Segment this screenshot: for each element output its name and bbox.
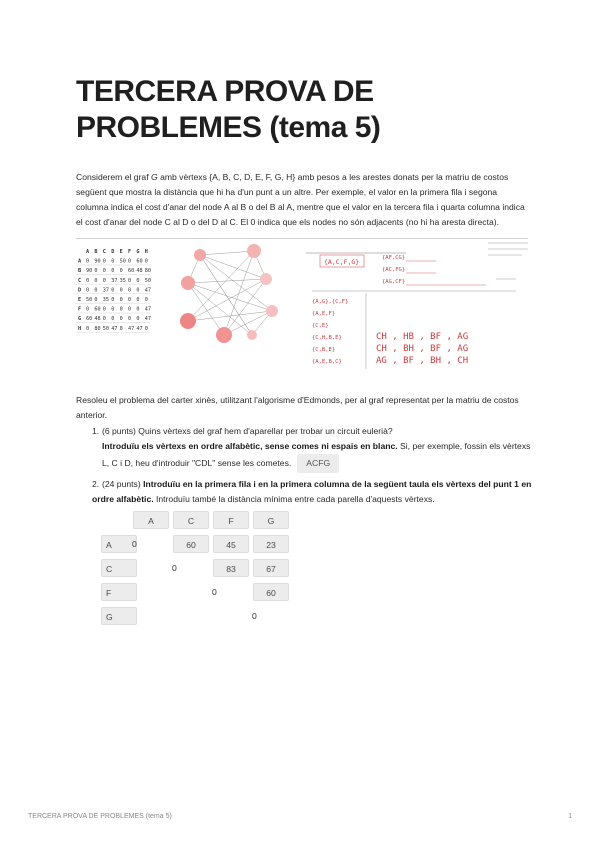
answer-field-q1[interactable]: ACFG (297, 454, 339, 473)
cell-c-g[interactable]: 67 (253, 559, 289, 577)
matrix-cell: 0 (94, 297, 98, 303)
solution-notes (306, 243, 528, 369)
col-header-2[interactable]: C (173, 511, 209, 529)
matrix-cell: 0 (119, 306, 123, 313)
row-header-1[interactable]: A (101, 535, 137, 553)
matrix-cell: 47 (111, 325, 118, 332)
matrix-cell: 90 (94, 258, 101, 265)
question-2: 2. (24 punts) Introduïu en la primera fila i en la primera columna de la següent taula els vèrtexs del punt 1 en ordre alfabètic. Introduïu també la distància mínima entre cada parella d'aquests vèrtexs. (92, 479, 532, 504)
matrix-col-header: B (94, 249, 98, 255)
page-title: TERCERA PROVA DE PROBLEMES (tema 5) (76, 75, 381, 144)
matrix-cell: 0 (136, 306, 140, 313)
matrix-cell: 0 (119, 297, 123, 303)
matrix-cell: 0 (102, 258, 106, 265)
matrix-cell: 0 (86, 325, 90, 332)
svg-text:{C,H,B,E}: {C,H,B,E} (312, 335, 342, 341)
svg-text:{AF,CG}: {AF,CG} (382, 255, 406, 261)
matrix-cell: 60 (86, 316, 93, 323)
matrix-col-header: H (144, 249, 148, 255)
pairing-option-3: AG , BF , BH , CH (376, 356, 469, 366)
matrix-cell: 60 (136, 258, 143, 265)
matrix-cell: 0 (86, 258, 90, 265)
footer-title: TERCERA PROVA DE PROBLEMES (tema 5) (28, 813, 172, 820)
matrix-cell: 0 (102, 306, 106, 313)
col-header-3[interactable]: F (213, 511, 249, 529)
matrix-cell: 0 (128, 277, 132, 284)
matrix-cell: 0 (144, 258, 148, 265)
matrix-row-header: A (78, 258, 82, 265)
row-header-3[interactable]: F (101, 583, 137, 601)
question-1: 1. (6 punts) Quins vèrtexs del graf hem d'aparellar per trobar un circuit eulerià? Introduïu els vèrtexs en ordre alfabètic, sense comes ni espais en blanc. Si, per exemple, fossin els vèrtexs L, C i D, heu d'introduir "CDL" sense les cometes. ACFG (92, 424, 532, 473)
figure-canvas (76, 239, 528, 374)
matrix-cell: 0 (136, 316, 140, 323)
matrix-cell: 0 (111, 287, 115, 294)
matrix-cell: 50 (86, 297, 93, 303)
col-header-4[interactable]: G (253, 511, 289, 529)
matrix-cell: 0 (111, 297, 115, 303)
matrix-cell: 0 (111, 268, 115, 275)
matrix-cell: 80 (144, 268, 152, 275)
matrix-cell: 37 (102, 287, 110, 294)
pairing-option-1: CH , HB , BF , AG (376, 332, 469, 342)
matrix-cell: 48 (136, 268, 143, 275)
matrix-col-header: F (128, 249, 132, 255)
matrix-cell: 35 (102, 297, 110, 303)
matrix-row-header: C (78, 277, 82, 284)
matrix-cell: 80 (94, 325, 101, 332)
graph-symbol: G (151, 172, 158, 182)
matrix-cell: 47 (144, 287, 152, 294)
diag-c: 0 (172, 563, 177, 573)
matrix-cell: 0 (102, 268, 106, 275)
matrix-cell: 0 (94, 287, 98, 294)
svg-text:{AC,FG}: {AC,FG} (382, 267, 406, 273)
matrix-cell: 0 (136, 297, 140, 303)
matrix-cell: 0 (136, 287, 140, 294)
matrix-cell: 0 (111, 306, 115, 313)
matrix-cell: 47 (136, 325, 143, 332)
cell-c-f[interactable]: 83 (213, 559, 249, 577)
matrix-cell: 0 (111, 316, 115, 323)
matrix-cell: 50 (144, 277, 152, 284)
matrix-cell: 37 (111, 277, 118, 284)
matrix-col-header: E (119, 249, 123, 255)
matrix-cell: 0 (102, 277, 106, 284)
matrix-cell: 60 (128, 268, 135, 275)
svg-text:{A,E,F}: {A,E,F} (312, 311, 336, 317)
matrix-cell: 0 (144, 297, 148, 303)
graph-drawing (180, 244, 278, 343)
vertex-set-text: {A,C,F,G} (324, 258, 360, 266)
cell-a-f[interactable]: 45 (213, 535, 249, 553)
svg-text:{C,B,E}: {C,B,E} (312, 347, 336, 353)
matrix-cell: 0 (102, 316, 106, 323)
cell-a-g[interactable]: 23 (253, 535, 289, 553)
cell-f-g[interactable]: 60 (253, 583, 289, 601)
matrix-cell: 50 (102, 325, 110, 332)
matrix-cell: 60 (94, 306, 101, 313)
matrix-cell: 0 (86, 306, 90, 313)
svg-text:{A,G},{C,F}: {A,G},{C,F} (312, 299, 349, 305)
diag-f: 0 (212, 587, 217, 597)
matrix-cell: 48 (94, 316, 101, 323)
matrix-col-header: D (111, 249, 115, 255)
matrix-row-header: D (78, 287, 82, 294)
matrix-cell: 0 (128, 297, 132, 303)
matrix-row-header: H (78, 325, 82, 332)
diag-g: 0 (252, 611, 257, 621)
matrix-cell: 0 (119, 325, 123, 332)
diag-a: 0 (132, 539, 137, 549)
matrix-cell: 0 (128, 287, 132, 294)
svg-text:{A,E,B,C}: {A,E,B,C} (312, 359, 342, 365)
matrix-cell: 0 (119, 287, 123, 294)
col-header-1[interactable]: A (133, 511, 169, 529)
row-header-4[interactable]: G (101, 607, 137, 625)
matrix-cell: 47 (128, 325, 135, 332)
svg-text:{AG,CF}: {AG,CF} (382, 279, 406, 285)
matrix-cell: 47 (144, 306, 152, 313)
matrix-cell: 0 (94, 277, 98, 284)
cell-a-c[interactable]: 60 (173, 535, 209, 553)
matrix-row-header: G (78, 316, 82, 323)
matrix-cell: 0 (136, 277, 140, 284)
row-header-2[interactable]: C (101, 559, 137, 577)
matrix-cell: 0 (86, 287, 90, 294)
matrix-cell: 90 (86, 268, 93, 275)
matrix-cell: 50 (119, 258, 126, 265)
matrix-col-header: G (136, 249, 140, 255)
matrix-cell: 0 (119, 268, 123, 275)
task-statement: Resoleu el problema del carter xinès, utilitzant l'algorisme d'Edmonds, per al graf representat per la matriu de costos anterior. (76, 395, 519, 420)
matrix-row-header: B (78, 268, 82, 275)
matrix-cell: 0 (94, 268, 98, 275)
matrix-cell: 0 (119, 316, 123, 323)
matrix-cell: 0 (111, 258, 115, 265)
matrix-cell: 0 (144, 325, 148, 332)
matrix-cell: 0 (86, 277, 90, 284)
matrix-row-header: E (78, 297, 82, 303)
matrix-cell: 47 (144, 316, 152, 323)
page-number: 1 (568, 813, 572, 820)
matrix-cell: 35 (119, 277, 126, 284)
intro-paragraph: Considerem el graf G amb vèrtexs {A, B, C, D, E, F, G, H} amb pesos a les arestes donats per la matriu de costos següent que mostra la distància que hi ha d'un punt a un altre. Per exemple, el valor en la primera fila i segona columna indica el cost d'anar del node A al B o del B al A, mentre que el valor en la tercera fila i quarta columna indica el cost d'anar del node C al D o del D al C. El 0 indica que els nodes no són adjacents (no hi ha aresta directa). (76, 172, 525, 227)
question-list (92, 424, 532, 511)
svg-text:{C,E}: {C,E} (312, 323, 329, 329)
matrix-col-header: C (102, 249, 106, 255)
cost-matrix (76, 249, 151, 332)
pairing-option-2: CH , BH , BF , AG (376, 344, 469, 354)
matrix-cell: 0 (128, 306, 132, 313)
matrix-col-header: A (86, 249, 90, 255)
worked-solution-figure (76, 238, 528, 374)
matrix-cell: 0 (128, 258, 132, 265)
matrix-cell: 0 (128, 316, 132, 323)
matrix-row-header: F (78, 306, 82, 313)
